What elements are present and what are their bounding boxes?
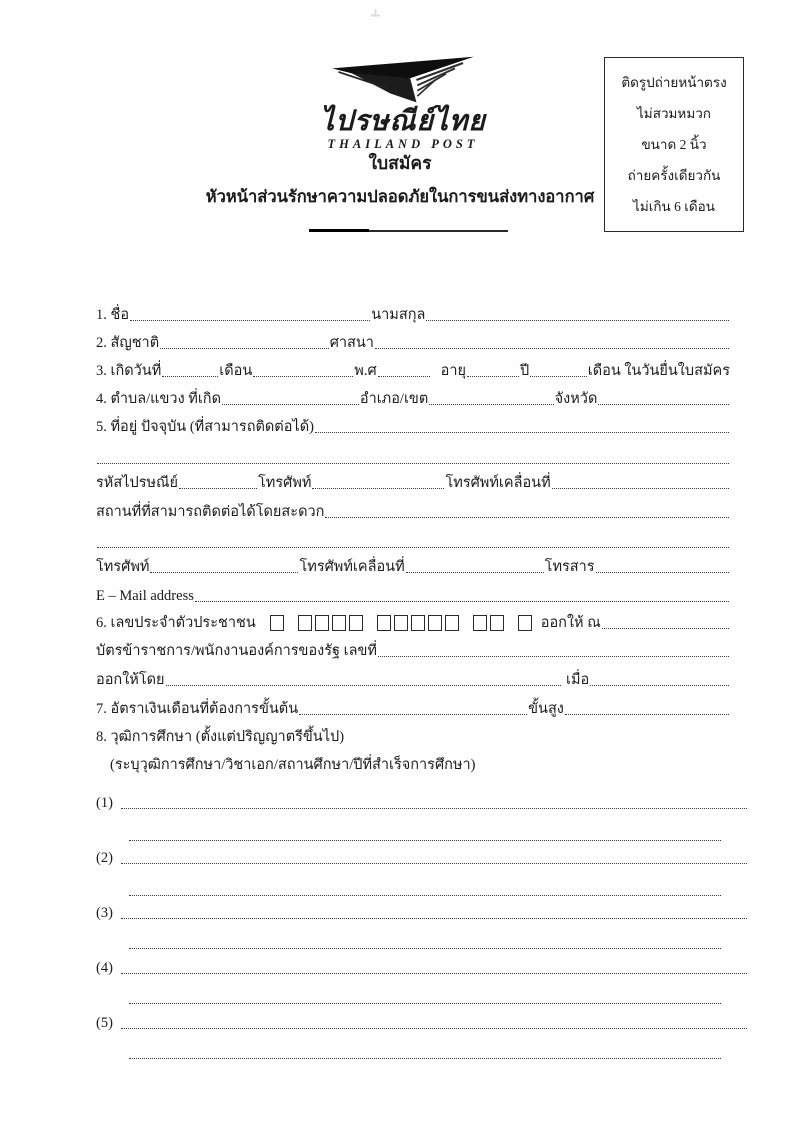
fill-in-dots <box>565 712 729 715</box>
photo-box-line: ถ่ายครั้งเดียวกัน <box>627 168 721 183</box>
field-label: โทรศัพท์เคลื่อนที่ <box>299 559 405 576</box>
fill-in-dots <box>121 916 747 919</box>
field-label: ออกให้โดย <box>96 672 165 689</box>
fill-in-dots <box>129 1001 721 1004</box>
convenient-contact-place-cont-row <box>96 527 730 551</box>
id-digit-box <box>332 615 346 631</box>
id-digit-group <box>270 615 287 631</box>
form-title: ใบสมัคร <box>368 153 432 173</box>
photo-box-line: ไม่เกิน 6 เดือน <box>633 199 715 214</box>
field-label: 6. เลขประจำตัวประชาชน <box>96 615 256 632</box>
id-digit-box <box>411 615 425 631</box>
logo-english-text: THAILAND POST <box>327 137 479 151</box>
postcode-phone-mobile-row <box>96 468 730 492</box>
fill-in-dots <box>299 712 527 715</box>
id-digit-box <box>315 615 329 631</box>
education-heading-row <box>96 722 730 746</box>
fill-in-dots <box>195 599 729 602</box>
education-item-4-cont-row <box>128 983 722 1007</box>
fill-in-dots <box>467 374 519 377</box>
field-label: โทรศัพท์ <box>96 559 150 576</box>
thailand-post-bird-icon <box>327 54 479 106</box>
fill-in-dots <box>378 654 729 657</box>
education-item-3-cont-row <box>128 928 722 952</box>
fill-in-dots <box>130 318 370 321</box>
photo-box-line: ติดรูปถ่ายหน้าตรง <box>621 75 727 90</box>
phone-mobile-fax-row <box>96 552 730 576</box>
field-label: 4. ตำบล/แขวง ที่เกิด <box>96 391 221 408</box>
fill-in-dots <box>121 971 747 974</box>
photo-box-line: ขนาด 2 นิ้ว <box>641 137 707 152</box>
fill-in-dots <box>162 374 218 377</box>
id-digit-box <box>445 615 459 631</box>
convenient-contact-place-row <box>96 497 730 521</box>
field-label: (1) <box>96 795 113 812</box>
id-digit-box <box>298 615 312 631</box>
fill-in-dots <box>375 346 729 349</box>
education-note-row <box>110 750 744 774</box>
field-label: จังหวัด <box>554 391 598 408</box>
field-label: สถานที่ที่สามารถติดต่อได้โดยสะดวก <box>96 504 325 521</box>
field-label: ออกให้ ณ <box>540 615 601 632</box>
id-digit-box <box>473 615 487 631</box>
form-subtitle: หัวหน้าส่วนรักษาความปลอดภัยในการขนส่งทางอากาศ <box>205 187 595 206</box>
field-label: 7. อัตราเงินเดือนที่ต้องการขั้นต้น <box>96 701 299 718</box>
education-item-1-row <box>96 788 748 812</box>
id-digit-box <box>518 615 532 631</box>
subtitle-underline <box>309 230 508 232</box>
id-digit-group <box>377 615 462 631</box>
fill-in-dots <box>253 374 353 377</box>
fill-in-dots <box>129 893 721 896</box>
fill-in-dots <box>315 430 729 433</box>
field-label: 5. ที่อยู่ ปัจจุบัน (ที่สามารถติดต่อได้) <box>96 419 314 436</box>
field-label: (4) <box>96 960 113 977</box>
field-label: ปี <box>520 363 530 380</box>
fill-in-dots <box>429 402 553 405</box>
field-label: เดือน ในวันยื่นใบสมัคร <box>587 363 730 380</box>
thailand-post-logo <box>297 54 509 152</box>
education-item-3-row <box>96 898 748 922</box>
fill-in-dots <box>426 318 729 321</box>
desired-salary-row <box>96 694 730 718</box>
field-label: เมื่อ <box>566 672 590 689</box>
id-digit-boxes <box>270 615 541 631</box>
field-label: ศาสนา <box>329 335 374 352</box>
fill-in-dots <box>160 346 329 349</box>
fill-in-dots <box>179 486 257 489</box>
fill-in-dots <box>150 570 298 573</box>
field-label: (5) <box>96 1015 113 1032</box>
id-digit-box <box>428 615 442 631</box>
email-address-row <box>96 581 730 605</box>
official-card-number-row <box>96 636 730 660</box>
education-item-5-cont-row <box>128 1038 722 1062</box>
birth-place-row <box>96 384 730 408</box>
scan-artifact-mark <box>371 9 380 19</box>
id-digit-group <box>473 615 507 631</box>
card-issued-by-when-row <box>96 665 730 689</box>
birth-date-row <box>96 356 730 380</box>
fill-in-dots <box>222 402 359 405</box>
fill-in-dots <box>602 626 729 629</box>
citizen-id-number-row <box>96 608 730 632</box>
education-item-5-row <box>96 1008 748 1032</box>
field-label: โทรศัพท์ <box>258 475 312 492</box>
education-item-2-row <box>96 843 748 867</box>
field-label: E – Mail address <box>96 588 194 605</box>
id-digit-box <box>490 615 504 631</box>
fill-in-dots <box>406 570 544 573</box>
field-label: บัตรข้าราชการ/พนักงานองค์การของรัฐ เลขที่ <box>96 643 377 660</box>
fill-in-dots <box>129 1056 721 1059</box>
logo-thai-text: ไปรษณีย์ไทย <box>320 106 486 137</box>
field-label: (2) <box>96 850 113 867</box>
fill-in-dots <box>121 806 747 809</box>
id-digit-box <box>377 615 391 631</box>
name-surname-row <box>96 300 730 324</box>
field-label: รหัสไปรษณีย์ <box>96 475 178 492</box>
field-label: โทรศัพท์เคลื่อนที่ <box>445 475 551 492</box>
field-label: พ.ศ <box>354 363 377 380</box>
field-label: (ระบุวุฒิการศึกษา/วิชาเอก/สถานศึกษา/ปีที่สำเร็จการศึกษา) <box>110 757 476 774</box>
nationality-religion-row <box>96 328 730 352</box>
fill-in-dots <box>552 486 729 489</box>
field-label: 3. เกิดวันที่ <box>96 363 162 380</box>
field-label: อำเภอ/เขต <box>359 391 429 408</box>
fill-in-dots <box>598 402 729 405</box>
current-address-cont-row <box>96 443 730 467</box>
id-digit-box <box>394 615 408 631</box>
education-item-2-cont-row <box>128 875 722 899</box>
fill-in-dots <box>378 374 430 377</box>
education-item-1-cont-row <box>128 820 722 844</box>
fill-in-dots <box>129 838 721 841</box>
fill-in-dots <box>530 374 587 377</box>
fill-in-dots <box>129 946 721 949</box>
photo-box-line: ไม่สวมหมวก <box>637 106 711 121</box>
field-label: (3) <box>96 905 113 922</box>
id-digit-group <box>518 615 535 631</box>
fill-in-dots <box>166 683 561 686</box>
id-digit-box <box>270 615 284 631</box>
field-label: 2. สัญชาติ <box>96 335 160 352</box>
fill-in-dots <box>312 486 444 489</box>
field-label: นามสกุล <box>371 307 426 324</box>
fill-in-dots <box>121 1026 747 1029</box>
fill-in-dots <box>97 545 729 548</box>
field-label: ขั้นสูง <box>528 701 564 718</box>
id-digit-group <box>298 615 366 631</box>
fill-in-dots <box>590 683 729 686</box>
current-address-row <box>96 412 730 436</box>
field-label: โทรสาร <box>544 559 595 576</box>
field-label: 8. วุฒิการศึกษา (ตั้งแต่ปริญญาตรีขึ้นไป) <box>96 729 345 746</box>
fill-in-dots <box>97 461 729 464</box>
field-label: 1. ชื่อ <box>96 307 130 324</box>
subtitle-underline-thick-segment <box>309 229 369 232</box>
fill-in-dots <box>325 515 729 518</box>
fill-in-dots <box>596 570 729 573</box>
fill-in-dots <box>121 861 747 864</box>
field-label: เดือน <box>219 363 253 380</box>
field-label: อายุ <box>440 363 467 380</box>
education-item-4-row <box>96 953 748 977</box>
id-digit-box <box>349 615 363 631</box>
